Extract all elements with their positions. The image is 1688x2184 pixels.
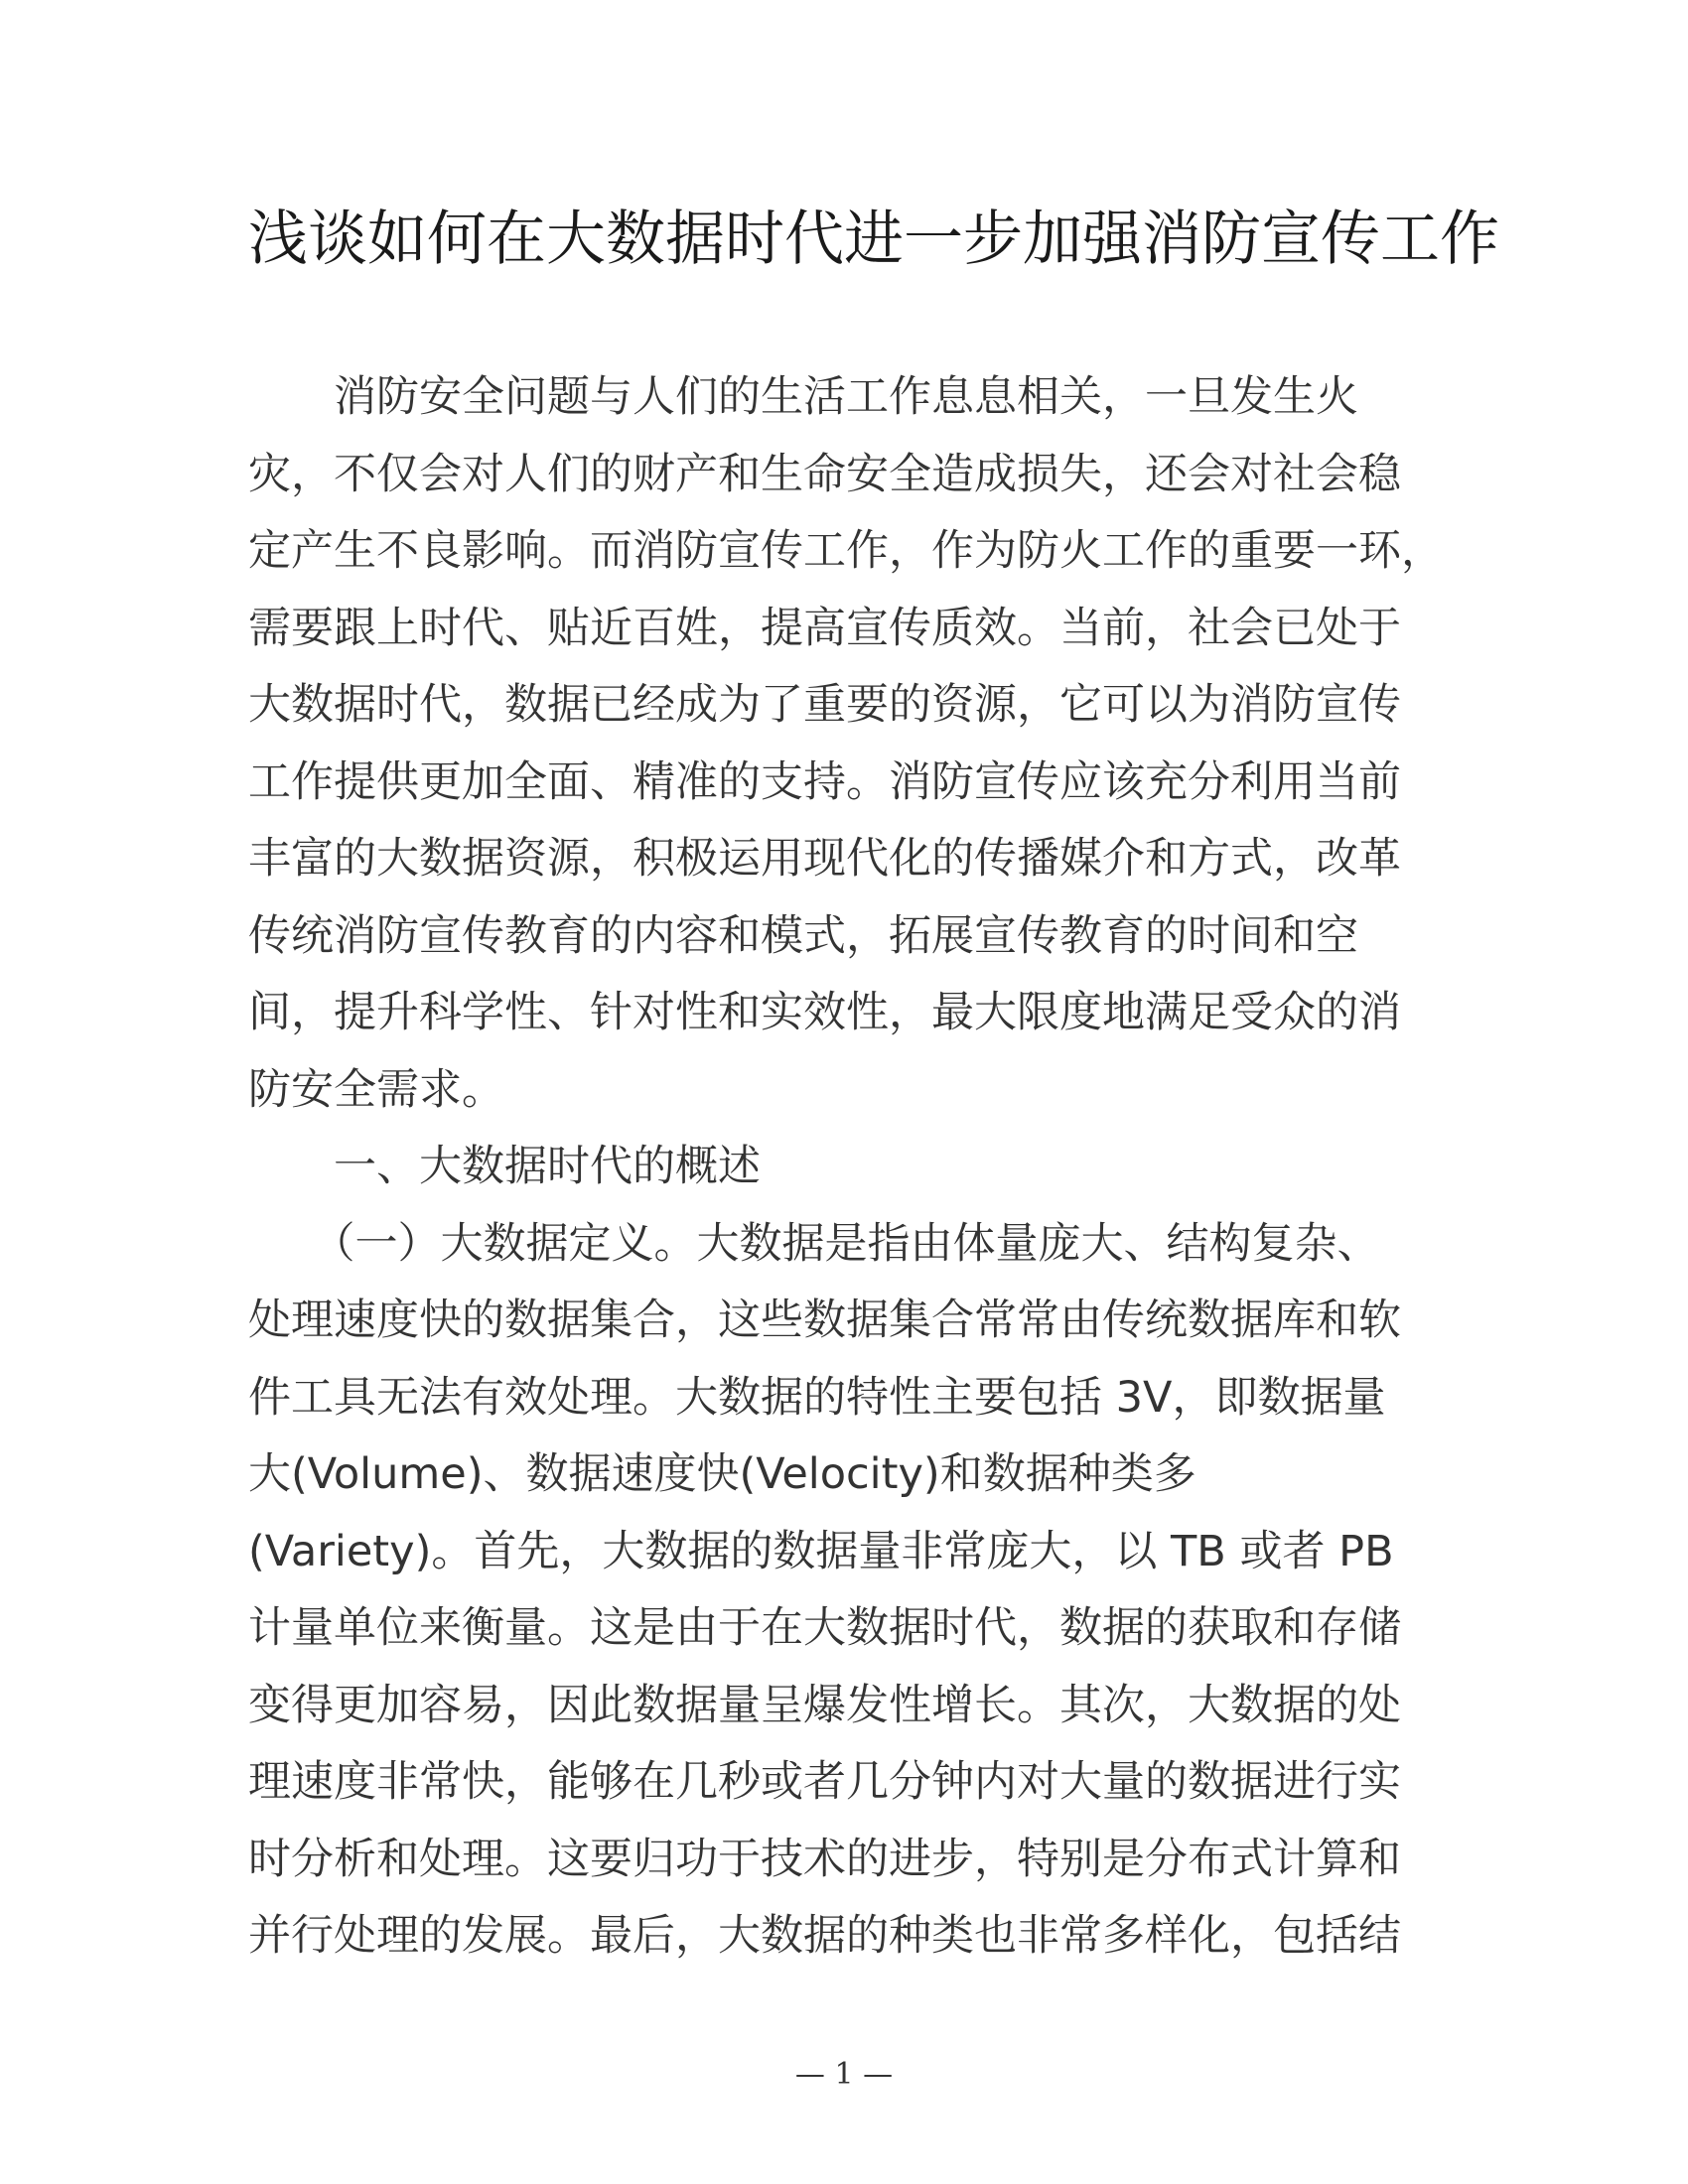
- document-body: [248, 359, 1455, 1976]
- body-line: 消防安全问题与人们的生活工作息息相关，一旦发生火: [248, 372, 1358, 422]
- body-line: 定产生不良影响。而消防宣传工作，作为防火工作的重要一环，: [248, 526, 1444, 576]
- body-line: 间，提升科学性、针对性和实效性，最大限度地满足受众的消: [248, 988, 1401, 1037]
- body-line: 传统消防宣传教育的内容和模式，拓展宣传教育的时间和空: [248, 910, 1358, 961]
- body-line: 防安全需求。: [248, 1064, 504, 1115]
- body-line: 处理速度快的数据集合，这些数据集合常常由传统数据库和软: [248, 1296, 1401, 1345]
- body-line: 大(Volume)、数据速度快(Velocity)和数据种类多: [248, 1449, 1196, 1499]
- body-line: 大数据时代，数据已经成为了重要的资源，它可以为消防宣传: [248, 680, 1401, 730]
- page-number: — 1 —: [794, 2057, 894, 2092]
- body-line: 变得更加容易，因此数据量呈爆发性增长。其次，大数据的处: [248, 1680, 1401, 1730]
- body-line: 灾，不仅会对人们的财产和生命安全造成损失，还会对社会稳: [248, 449, 1401, 499]
- body-line: 需要跟上时代、贴近百姓，提高宣传质效。当前，社会已处于: [248, 603, 1401, 653]
- body-line: （一）大数据定义。大数据是指由体量庞大、结构复杂、: [248, 1218, 1380, 1269]
- body-line: 丰富的大数据资源，积极运用现代化的传播媒介和方式，改革: [248, 834, 1401, 884]
- body-line: 工作提供更加全面、精准的支持。消防宣传应该充分利用当前: [248, 756, 1401, 807]
- document-title: 浅谈如何在大数据时代进一步加强消防宣传工作: [248, 205, 1499, 274]
- body-line: 时分析和处理。这要归功于技术的进步，特别是分布式计算和: [248, 1834, 1401, 1884]
- body-line: (Variety)。首先，大数据的数据量非常庞大，以 TB 或者 PB: [248, 1526, 1394, 1576]
- body-line: 并行处理的发展。最后，大数据的种类也非常多样化，包括结: [248, 1911, 1401, 1961]
- body-line: 计量单位来衡量。这是由于在大数据时代，数据的获取和存储: [248, 1603, 1401, 1653]
- section-heading: 一、大数据时代的概述: [248, 1142, 761, 1191]
- body-line: 件工具无法有效处理。大数据的特性主要包括 3V，即数据量: [248, 1372, 1386, 1423]
- body-line: 理速度非常快，能够在几秒或者几分钟内对大量的数据进行实: [248, 1757, 1401, 1807]
